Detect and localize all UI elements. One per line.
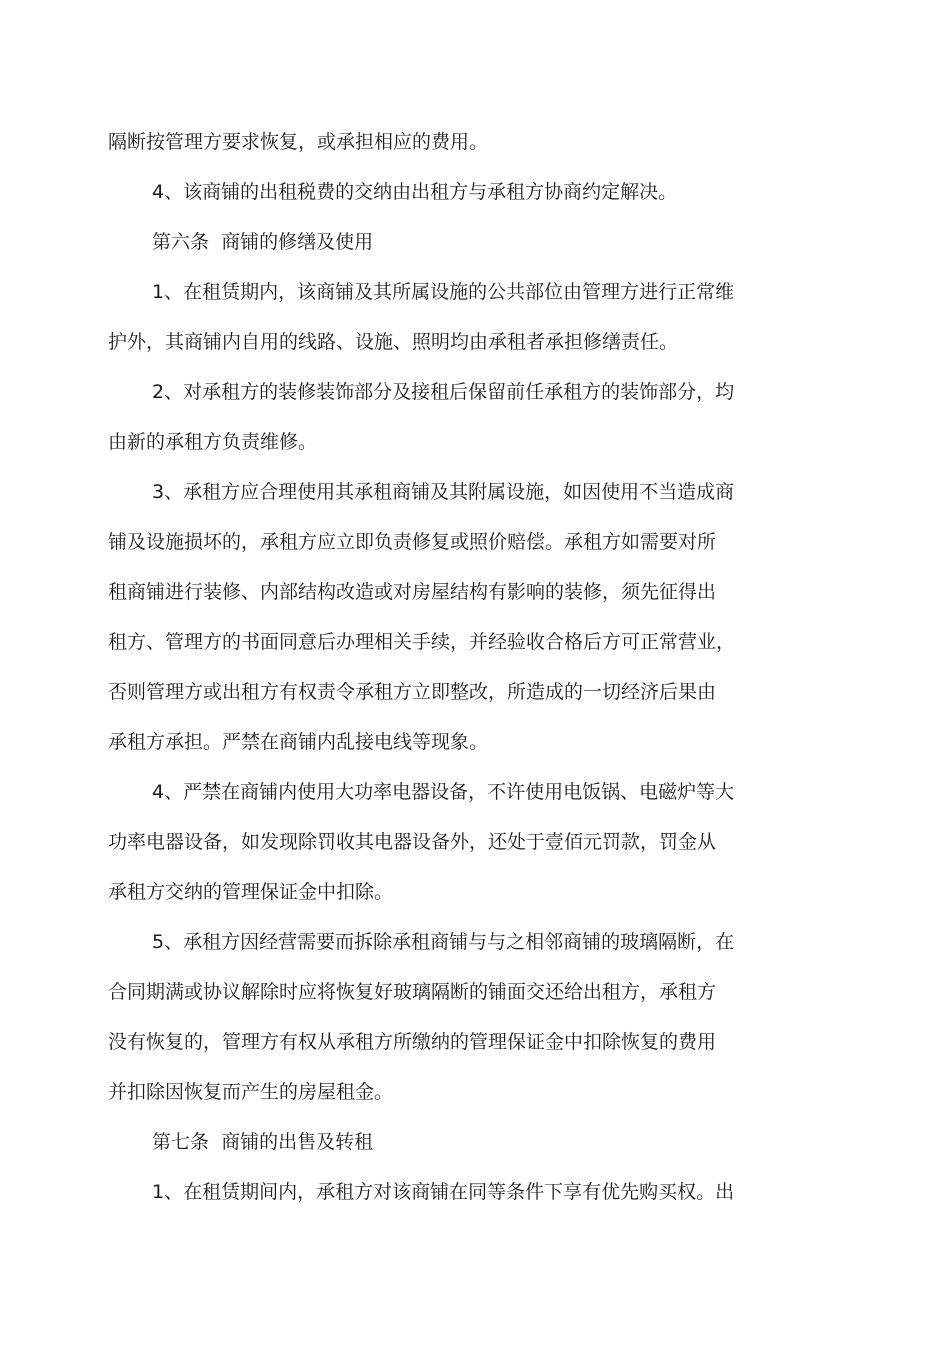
text-line: 铺及设施损坏的，承租方应立即负责修复或照价赔偿。承租方如需要对所 [108,531,717,553]
text-line: 5、承租方因经营需要而拆除承租商铺与与之相邻商铺的玻璃隔断，在 [152,931,735,953]
text-line: 功率电器设备，如发现除罚收其电器设备外，还处于壹佰元罚款，罚金从 [108,831,717,853]
text-line: 隔断按管理方要求恢复，或承担相应的费用。 [108,131,489,153]
text-line: 承租方承担。严禁在商铺内乱接电线等现象。 [108,731,489,753]
section-heading: 第七条 商铺的出售及转租 [152,1131,374,1153]
text-line: 没有恢复的，管理方有权从承租方所缴纳的管理保证金中扣除恢复的费用 [108,1031,717,1053]
text-line: 护外，其商铺内自用的线路、设施、照明均由承租者承担修缮责任。 [108,331,679,353]
text-line: 1、在租赁期内，该商铺及其所属设施的公共部位由管理方进行正常维 [152,281,735,303]
text-line: 3、承租方应合理使用其承租商铺及其附属设施，如因使用不当造成商 [152,481,735,503]
text-line: 并扣除因恢复而产生的房屋租金。 [108,1081,394,1103]
text-line: 合同期满或协议解除时应将恢复好玻璃隔断的铺面交还给出租方，承租方 [108,981,717,1003]
text-line: 2、对承租方的装修装饰部分及接租后保留前任承租方的装饰部分，均 [152,381,735,403]
text-line: 1、在租赁期间内，承租方对该商铺在同等条件下享有优先购买权。出 [152,1181,735,1203]
section-heading: 第六条 商铺的修缮及使用 [152,231,374,253]
text-line: 租方、管理方的书面同意后办理相关手续，并经验收合格后方可正常营业， [108,631,736,653]
text-line: 4、该商铺的出租税费的交纳由出租方与承租方协商约定解决。 [152,181,678,203]
text-line: 由新的承租方负责维修。 [108,431,318,453]
text-line: 承租方交纳的管理保证金中扣除。 [108,881,394,903]
text-line: 4、严禁在商铺内使用大功率电器设备，不许使用电饭锅、电磁炉等大 [152,781,735,803]
document-body [108,122,798,1222]
text-line: 否则管理方或出租方有权责令承租方立即整改，所造成的一切经济后果由 [108,681,717,703]
text-line: 租商铺进行装修、内部结构改造或对房屋结构有影响的装修，须先征得出 [108,581,717,603]
